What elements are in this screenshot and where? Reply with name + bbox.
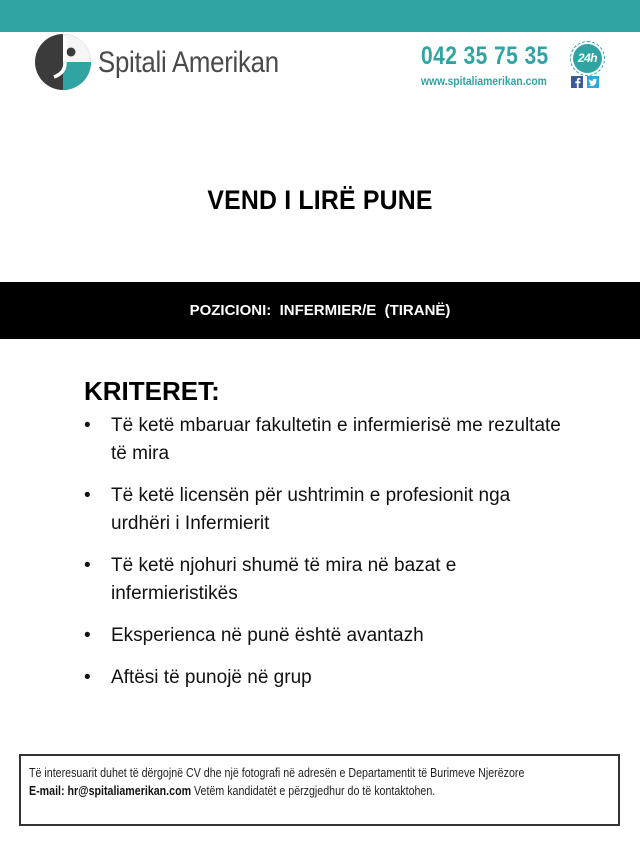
criteria-text: Eksperienca në punë është avantazh <box>111 625 424 646</box>
contact-line <box>29 783 435 798</box>
email-link[interactable]: hr@spitaliamerikan.com <box>67 783 192 798</box>
logo-icon <box>34 33 92 91</box>
list-item <box>84 664 564 692</box>
criteria-text: Të ketë mbaruar fakultetin e infermierisë me rezultate të mira <box>111 415 561 464</box>
email-label: E-mail: <box>29 783 65 798</box>
facebook-icon[interactable] <box>571 76 583 88</box>
list-item <box>84 552 564 608</box>
bullet-icon: • <box>84 415 91 436</box>
phone-number[interactable]: 042 35 75 35 <box>421 42 549 70</box>
twitter-icon[interactable] <box>587 76 599 88</box>
application-instructions: Të interesuarit duhet të dërgojnë CV dhe një fotografi në adresën e Departamentit të Burimeve Njerëzore <box>29 765 525 780</box>
criteria-text: Të ketë licensën për ushtrimin e profesionit nga urdhëri i Infermierit <box>111 485 511 534</box>
criteria-list <box>84 412 564 706</box>
position-banner: POZICIONI: INFERMIER/E (TIRANË) <box>0 282 640 339</box>
contact-info-box <box>19 754 620 826</box>
list-item <box>84 412 564 468</box>
bullet-icon: • <box>84 625 91 646</box>
bullet-icon: • <box>84 555 91 576</box>
page-headline: VEND I LIRË PUNE <box>207 185 433 215</box>
list-item <box>84 622 564 650</box>
criteria-heading: KRITERET: <box>84 376 220 406</box>
contact-note: Vetëm kandidatët e përzgjedhur do të kontaktohen. <box>191 783 436 798</box>
top-accent-bar <box>0 0 640 32</box>
bullet-icon: • <box>84 667 91 688</box>
criteria-text: Të ketë njohuri shumë të mira në bazat e infermieristikës <box>111 555 457 604</box>
brand-name: Spitali Amerikan <box>98 46 279 79</box>
website-link[interactable]: www.spitaliamerikan.com <box>421 74 547 88</box>
criteria-text: Aftësi të punojë në grup <box>111 667 312 688</box>
list-item <box>84 482 564 538</box>
bullet-icon: • <box>84 485 91 506</box>
badge-24h: 24h <box>573 44 602 73</box>
